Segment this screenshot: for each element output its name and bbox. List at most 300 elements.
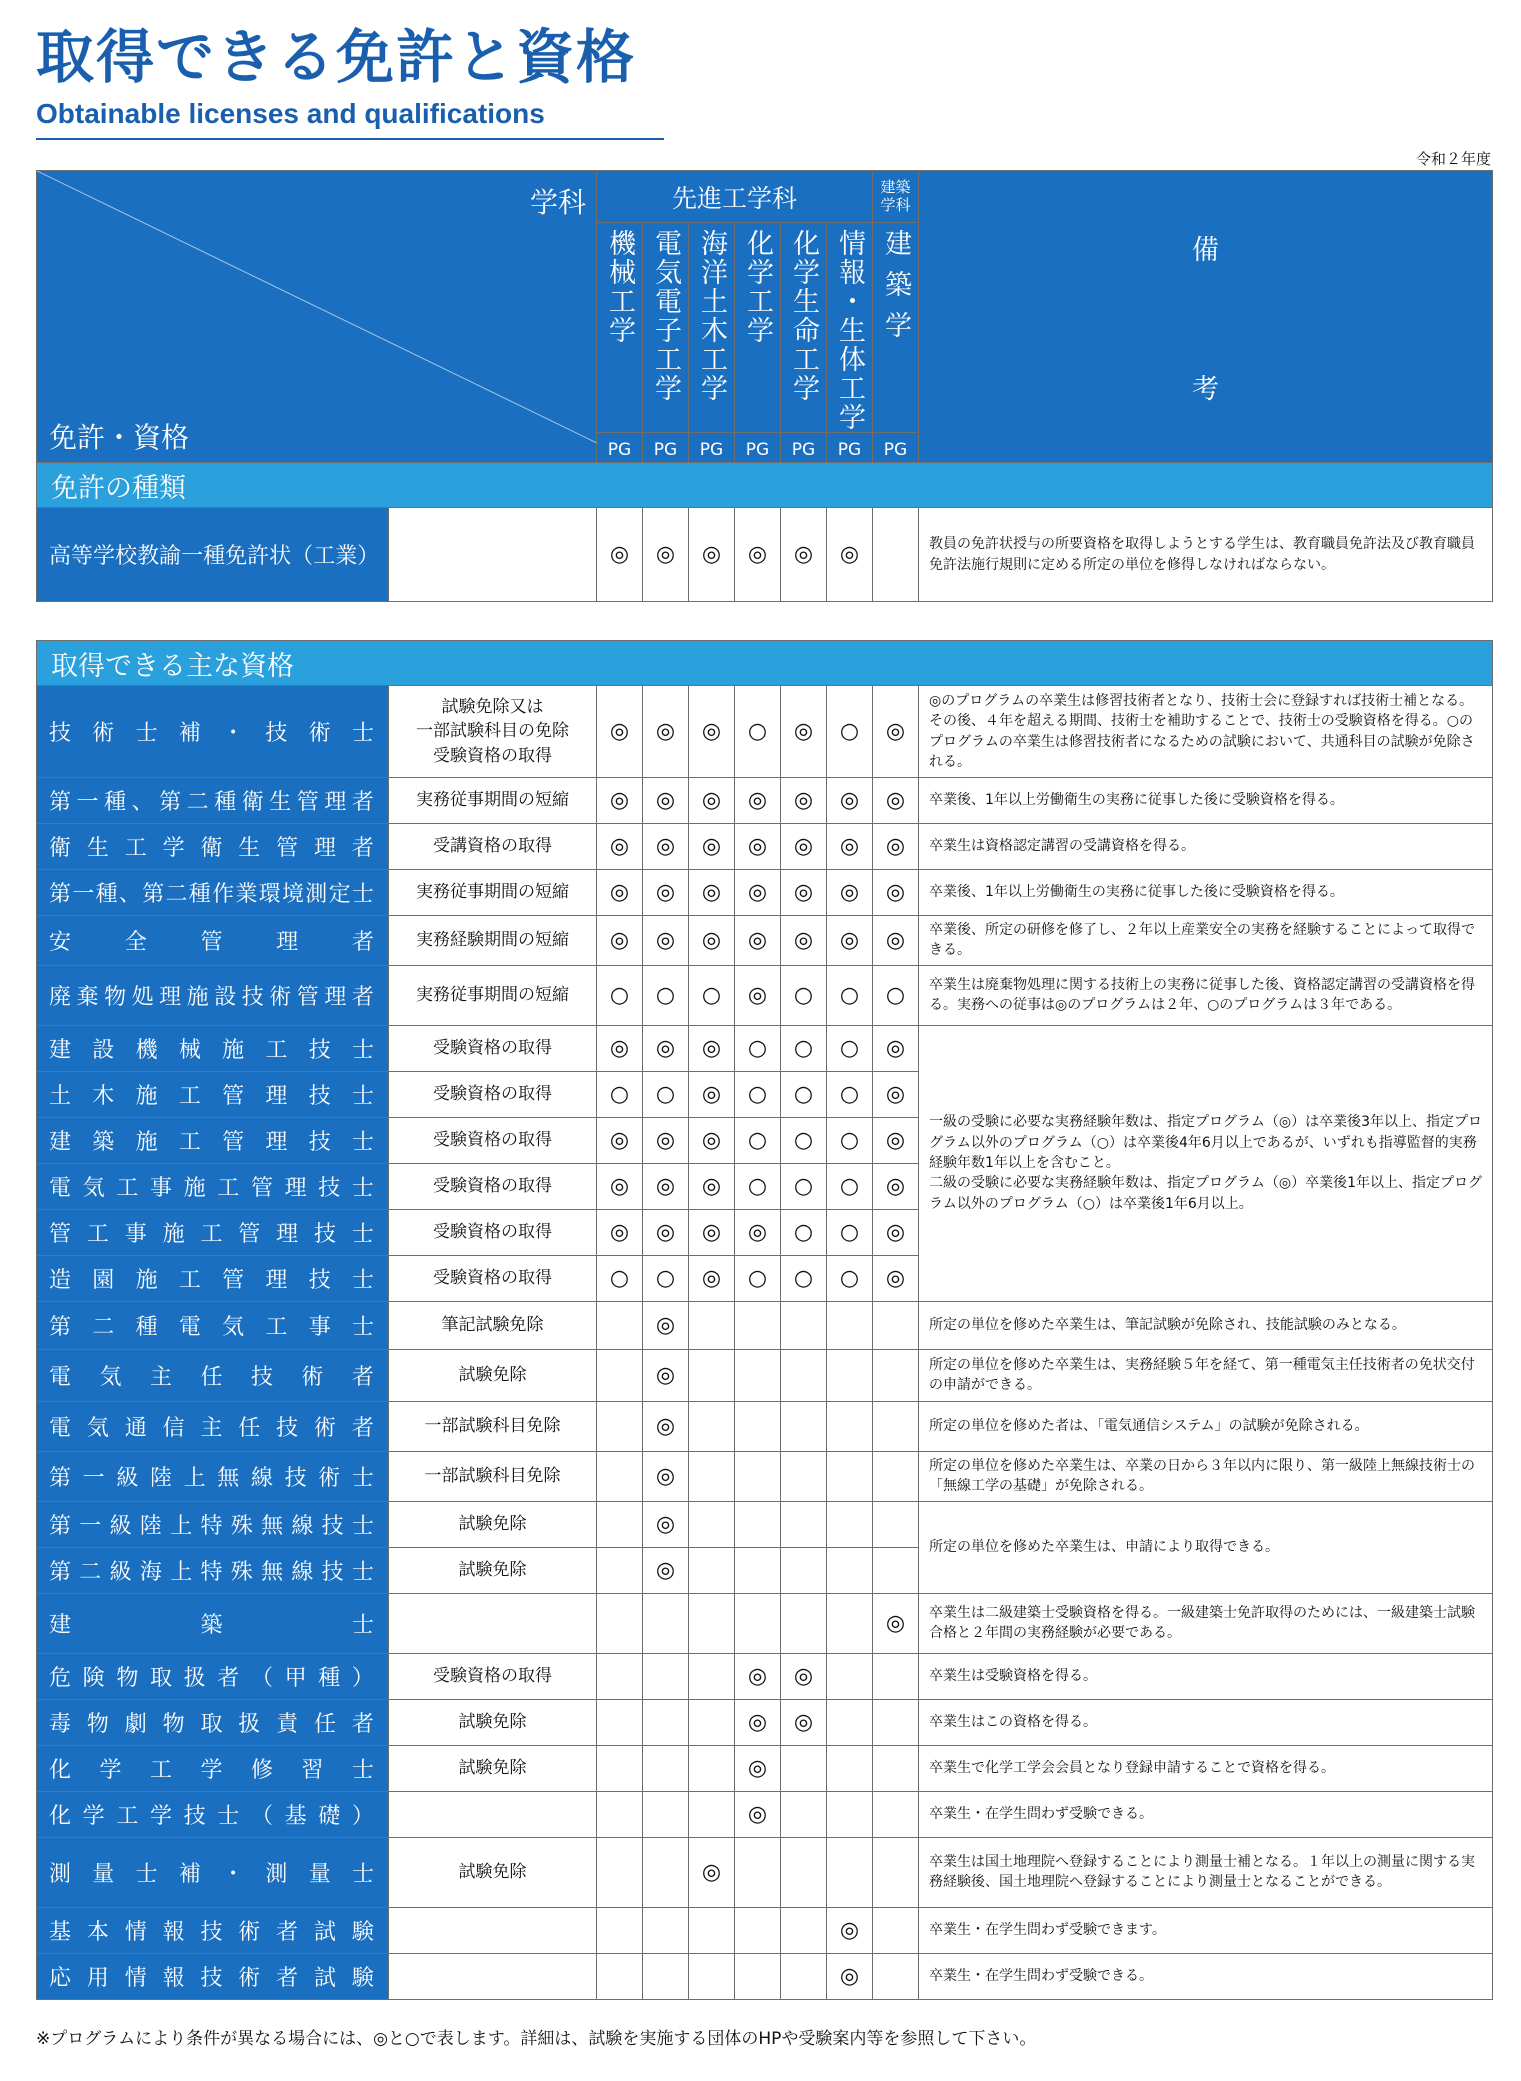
mark-cell bbox=[827, 1791, 873, 1837]
mark-cell bbox=[827, 1401, 873, 1451]
condition-cell: 受講資格の取得 bbox=[389, 824, 597, 870]
mark-cell bbox=[597, 1501, 643, 1547]
dept-header bbox=[643, 223, 689, 433]
mark-cell: ○ bbox=[735, 1117, 781, 1163]
mark-cell: ○ bbox=[873, 965, 919, 1025]
condition-cell: 受験資格の取得 bbox=[389, 1163, 597, 1209]
table-row bbox=[37, 1301, 1493, 1349]
mark-cell: ◎ bbox=[643, 1301, 689, 1349]
mark-cell: ○ bbox=[827, 1255, 873, 1301]
pg-label: PG bbox=[791, 439, 816, 460]
license-name bbox=[37, 1255, 389, 1301]
condition-cell: 試験免除 bbox=[389, 1837, 597, 1907]
condition-cell: 受験資格の取得 bbox=[389, 1653, 597, 1699]
mark-cell bbox=[597, 1791, 643, 1837]
table-row bbox=[37, 1653, 1493, 1699]
mark-cell bbox=[689, 1401, 735, 1451]
pg-label-cell bbox=[873, 433, 919, 463]
mark-cell bbox=[827, 1745, 873, 1791]
mark-cell: ○ bbox=[781, 1117, 827, 1163]
table-row bbox=[37, 1501, 1493, 1547]
mark-cell bbox=[781, 1349, 827, 1401]
mark-cell bbox=[827, 1349, 873, 1401]
mark-cell: ◎ bbox=[873, 1593, 919, 1653]
mark-cell: ◎ bbox=[643, 1451, 689, 1501]
mark-cell: ○ bbox=[827, 1071, 873, 1117]
license-name bbox=[37, 778, 389, 824]
mark-cell: ◎ bbox=[827, 870, 873, 916]
mark-cell bbox=[827, 1593, 873, 1653]
mark-cell: ◎ bbox=[689, 1117, 735, 1163]
pg-label-cell bbox=[597, 433, 643, 463]
mark-cell bbox=[873, 1349, 919, 1401]
remark-cell: 卒業生で化学工学会会員となり登録申請することで資格を得る。 bbox=[919, 1745, 1493, 1791]
mark-cell bbox=[643, 1907, 689, 1953]
remark-cell: 所定の単位を修めた卒業生は、実務経験５年を経て、第一種電気主任技術者の免状交付の申請ができる。 bbox=[919, 1349, 1493, 1401]
mark-cell bbox=[643, 1791, 689, 1837]
mark-cell bbox=[689, 1501, 735, 1547]
mark-cell: ○ bbox=[827, 1025, 873, 1071]
license-name-text: 化 学 工 学 技 士 （ 基 礎 ） bbox=[49, 1803, 374, 1829]
mark-cell: ◎ bbox=[597, 1025, 643, 1071]
mark-cell: ◎ bbox=[643, 1209, 689, 1255]
mark-cell: ◎ bbox=[643, 1025, 689, 1071]
pg-label-cell bbox=[689, 433, 735, 463]
remark-cell: 卒業生は資格認定講習の受講資格を得る。 bbox=[919, 824, 1493, 870]
pg-label: PG bbox=[653, 439, 678, 460]
mark-cell bbox=[827, 1837, 873, 1907]
mark-cell bbox=[873, 1547, 919, 1593]
mark-cell bbox=[735, 1953, 781, 1999]
remark-cell: 卒業後、1年以上労働衛生の実務に従事した後に受験資格を得る。 bbox=[919, 778, 1493, 824]
remark-cell: 卒業後、1年以上労働衛生の実務に従事した後に受験資格を得る。 bbox=[919, 870, 1493, 916]
mark-cell: ◎ bbox=[735, 1791, 781, 1837]
mark-cell bbox=[827, 1451, 873, 1501]
remark-cell: 所定の単位を修めた卒業生は、卒業の日から３年以内に限り、第一級陸上無線技術士の「無線工学の基礎」が免除される。 bbox=[919, 1451, 1493, 1501]
condition-cell: 筆記試験免除 bbox=[389, 1301, 597, 1349]
license-name-text: 第 二 級 海 上 特 殊 無 線 技 士 bbox=[49, 1559, 374, 1585]
table-row bbox=[37, 870, 1493, 916]
footnote: ※プログラムにより条件が異なる場合には、◎と○で表します。詳細は、試験を実施する団体のHPや受験案内等を参照して下さい。 bbox=[36, 2029, 1037, 2049]
mark-cell bbox=[781, 1547, 827, 1593]
mark-cell bbox=[781, 1451, 827, 1501]
mark-cell bbox=[781, 1907, 827, 1953]
header-menkyo: 免許・資格 bbox=[49, 421, 190, 454]
remark-cell: 卒業生・在学生問わず受験できる。 bbox=[919, 1791, 1493, 1837]
mark-cell bbox=[873, 1837, 919, 1907]
page-subtitle: Obtainable licenses and qualifications bbox=[36, 98, 545, 129]
mark-cell bbox=[597, 1699, 643, 1745]
mark-cell bbox=[873, 1451, 919, 1501]
mark-cell bbox=[597, 1547, 643, 1593]
mark-cell: ◎ bbox=[597, 1117, 643, 1163]
mark-cell bbox=[873, 1301, 919, 1349]
dept-header bbox=[873, 223, 919, 433]
mark-cell bbox=[643, 1745, 689, 1791]
table-row bbox=[37, 1451, 1493, 1501]
mark-cell: ◎ bbox=[689, 1163, 735, 1209]
license-name-text: 第 一 級 陸 上 無 線 技 術 士 bbox=[49, 1465, 374, 1491]
mark-cell: ◎ bbox=[643, 824, 689, 870]
remark-cell: 一級の受験に必要な実務経験年数は、指定プログラム（◎）は卒業後3年以上、指定プログラム以外のプログラム（○）は卒業後4年6月以上であるが、いずれも指導監督的実務経験年数1年以上を含むこと。 二級の受験に必要な実務経験年数は、指定プログラム（◎）卒業後1年以上、指定プログラム以外のプログラム（○）は卒業後1年6月以上。 bbox=[919, 1025, 1493, 1301]
mark-cell bbox=[643, 1699, 689, 1745]
mark-cell bbox=[781, 1401, 827, 1451]
remark-cell: 卒業生はこの資格を得る。 bbox=[919, 1699, 1493, 1745]
mark-cell: ◎ bbox=[643, 1117, 689, 1163]
license-name bbox=[37, 1071, 389, 1117]
fiscal-year: 令和２年度 bbox=[1415, 150, 1491, 168]
table-row bbox=[37, 1907, 1493, 1953]
page-title: 取得できる免許と資格 bbox=[36, 23, 637, 91]
mark-cell: ○ bbox=[781, 1255, 827, 1301]
condition-cell: 受験資格の取得 bbox=[389, 1025, 597, 1071]
mark-cell: ○ bbox=[735, 1071, 781, 1117]
pg-label-cell bbox=[781, 433, 827, 463]
remark-cell: 卒業生は廃棄物処理に関する技術上の実務に従事した後、資格認定講習の受講資格を得る。実務への従事は◎のプログラムは２年、○のプログラムは３年である。 bbox=[919, 965, 1493, 1025]
mark-cell: ◎ bbox=[735, 1653, 781, 1699]
mark-cell: ◎ bbox=[735, 870, 781, 916]
dept-header bbox=[597, 223, 643, 433]
mark-cell: ◎ bbox=[689, 870, 735, 916]
mark-cell bbox=[827, 1699, 873, 1745]
condition-cell: 一部試験科目免除 bbox=[389, 1451, 597, 1501]
mark-cell bbox=[735, 1301, 781, 1349]
mark-cell: ○ bbox=[827, 965, 873, 1025]
mark-cell bbox=[597, 1745, 643, 1791]
remark-cell: 卒業生は国土地理院へ登録することにより測量士補となる。１年以上の測量に関する実務経験後、国土地理院へ登録することにより測量士となることができる。 bbox=[919, 1837, 1493, 1907]
remark-cell: 教員の免許状授与の所要資格を取得しようとする学生は、教育職員免許法及び教育職員免許法施行規則に定める所定の単位を修得しなければならない。 bbox=[919, 508, 1493, 602]
mark-cell: ◎ bbox=[735, 1699, 781, 1745]
license-name bbox=[37, 870, 389, 916]
condition-cell: 一部試験科目免除 bbox=[389, 1401, 597, 1451]
mark-cell: ◎ bbox=[781, 1699, 827, 1745]
mark-cell: ◎ bbox=[873, 1025, 919, 1071]
mark-cell bbox=[689, 1593, 735, 1653]
mark-cell: ○ bbox=[827, 1163, 873, 1209]
mark-cell: ◎ bbox=[689, 1025, 735, 1071]
mark-cell: ◎ bbox=[827, 824, 873, 870]
mark-cell: ◎ bbox=[827, 916, 873, 966]
condition-cell: 試験免除 bbox=[389, 1501, 597, 1547]
mark-cell: ◎ bbox=[643, 686, 689, 778]
license-name bbox=[37, 1593, 389, 1653]
license-name-text: 管 工 事 施 工 管 理 技 士 bbox=[49, 1221, 374, 1247]
mark-cell: ◎ bbox=[735, 778, 781, 824]
mark-cell bbox=[689, 1699, 735, 1745]
mark-cell bbox=[781, 1501, 827, 1547]
mark-cell: ○ bbox=[597, 1071, 643, 1117]
mark-cell: ◎ bbox=[735, 1745, 781, 1791]
mark-cell bbox=[689, 1791, 735, 1837]
license-name-text: 化 学 工 学 修 習 士 bbox=[49, 1757, 374, 1783]
pg-label: PG bbox=[699, 439, 724, 460]
condition-cell bbox=[389, 1953, 597, 1999]
license-name-text: 第 二 種 電 気 工 事 士 bbox=[49, 1314, 374, 1340]
license-name-text: 毒 物 劇 物 取 扱 責 任 者 bbox=[49, 1711, 374, 1737]
mark-cell: ◎ bbox=[873, 1117, 919, 1163]
mark-cell bbox=[597, 1401, 643, 1451]
license-name bbox=[37, 1117, 389, 1163]
mark-cell bbox=[643, 1837, 689, 1907]
mark-cell: ○ bbox=[735, 1025, 781, 1071]
table-row bbox=[37, 824, 1493, 870]
license-name-text: 造 園 施 工 管 理 技 士 bbox=[49, 1267, 374, 1293]
mark-cell: ◎ bbox=[643, 508, 689, 602]
mark-cell: ◎ bbox=[689, 1071, 735, 1117]
mark-cell: ◎ bbox=[873, 778, 919, 824]
mark-cell: ◎ bbox=[597, 870, 643, 916]
table-row bbox=[37, 965, 1493, 1025]
table-row bbox=[37, 1791, 1493, 1837]
mark-cell: ◎ bbox=[827, 778, 873, 824]
license-name-text: 第 一 級 陸 上 特 殊 無 線 技 士 bbox=[49, 1513, 374, 1539]
mark-cell bbox=[873, 1791, 919, 1837]
license-name-text: 廃 棄 物 処 理 施 設 技 術 管 理 者 bbox=[49, 984, 374, 1010]
mark-cell: ◎ bbox=[873, 1255, 919, 1301]
condition-cell: 受験資格の取得 bbox=[389, 1117, 597, 1163]
dept-name: 化学生命工学 bbox=[788, 229, 819, 403]
table-row bbox=[37, 1401, 1493, 1451]
condition-cell: 受験資格の取得 bbox=[389, 1071, 597, 1117]
license-name bbox=[37, 1699, 389, 1745]
mark-cell bbox=[735, 1593, 781, 1653]
remark-cell: 所定の単位を修めた者は、「電気通信システム」の試験が免除される。 bbox=[919, 1401, 1493, 1451]
mark-cell: ◎ bbox=[827, 1953, 873, 1999]
license-name bbox=[37, 1301, 389, 1349]
table-row bbox=[37, 778, 1493, 824]
license-name-text: 電 気 工 事 施 工 管 理 技 士 bbox=[49, 1175, 374, 1201]
mark-cell: ○ bbox=[781, 1025, 827, 1071]
condition-cell: 受験資格の取得 bbox=[389, 1255, 597, 1301]
mark-cell: ◎ bbox=[689, 778, 735, 824]
license-name bbox=[37, 1653, 389, 1699]
mark-cell bbox=[689, 1349, 735, 1401]
mark-cell bbox=[781, 1745, 827, 1791]
pg-label: PG bbox=[607, 439, 632, 460]
license-name-text: 建 築 施 工 管 理 技 士 bbox=[49, 1129, 374, 1155]
mark-cell: ○ bbox=[735, 686, 781, 778]
dept-header bbox=[735, 223, 781, 433]
license-name-text: 土 木 施 工 管 理 技 士 bbox=[49, 1083, 374, 1109]
license-name bbox=[37, 1025, 389, 1071]
mark-cell: ◎ bbox=[643, 916, 689, 966]
mark-cell: ◎ bbox=[643, 1547, 689, 1593]
license-name bbox=[37, 1163, 389, 1209]
table-row bbox=[37, 916, 1493, 966]
pg-label: PG bbox=[745, 439, 770, 460]
mark-cell: ◎ bbox=[781, 508, 827, 602]
mark-cell bbox=[643, 1593, 689, 1653]
table-row bbox=[37, 1837, 1493, 1907]
license-name-text: 危 険 物 取 扱 者 （ 甲 種 ） bbox=[49, 1665, 374, 1691]
mark-cell bbox=[781, 1301, 827, 1349]
mark-cell bbox=[781, 1593, 827, 1653]
mark-cell: ◎ bbox=[689, 1255, 735, 1301]
mark-cell bbox=[735, 1451, 781, 1501]
mark-cell: ◎ bbox=[735, 916, 781, 966]
section-licenses: 免許の種類 bbox=[37, 463, 1493, 508]
license-name bbox=[37, 1907, 389, 1953]
mark-cell: ◎ bbox=[689, 1837, 735, 1907]
license-name-text: 第 一 種 、 第 二 種 衛 生 管 理 者 bbox=[49, 790, 374, 815]
mark-cell bbox=[873, 1745, 919, 1791]
mark-cell: ◎ bbox=[597, 1209, 643, 1255]
mark-cell bbox=[643, 1653, 689, 1699]
title-underline bbox=[36, 138, 664, 140]
mark-cell: ◎ bbox=[597, 508, 643, 602]
table-row bbox=[37, 1025, 1493, 1071]
mark-cell bbox=[597, 1301, 643, 1349]
condition-cell: 実務従事期間の短縮 bbox=[389, 870, 597, 916]
mark-cell bbox=[873, 1907, 919, 1953]
license-name bbox=[37, 1745, 389, 1791]
condition-cell: 実務経験期間の短縮 bbox=[389, 916, 597, 966]
mark-cell bbox=[597, 1953, 643, 1999]
remark-cell: 所定の単位を修めた卒業生は、筆記試験が免除され、技能試験のみとなる。 bbox=[919, 1301, 1493, 1349]
mark-cell: ◎ bbox=[781, 870, 827, 916]
license-name bbox=[37, 916, 389, 966]
remark-cell: 卒業後、所定の研修を修了し、２年以上産業安全の実務を経験することによって取得できる。 bbox=[919, 916, 1493, 966]
license-name bbox=[37, 1837, 389, 1907]
mark-cell bbox=[781, 1791, 827, 1837]
mark-cell bbox=[735, 1349, 781, 1401]
mark-cell bbox=[643, 1953, 689, 1999]
table-row bbox=[37, 686, 1493, 778]
dept-header bbox=[781, 223, 827, 433]
mark-cell: ◎ bbox=[643, 870, 689, 916]
license-name-text: 衛 生 工 学 衛 生 管 理 者 bbox=[49, 836, 374, 861]
remark-cell: 所定の単位を修めた卒業生は、申請により取得できる。 bbox=[919, 1501, 1493, 1593]
mark-cell: ○ bbox=[735, 1163, 781, 1209]
condition-cell: 試験免除 bbox=[389, 1699, 597, 1745]
mark-cell: ◎ bbox=[643, 778, 689, 824]
dept-header bbox=[827, 223, 873, 433]
mark-cell: ◎ bbox=[689, 1209, 735, 1255]
mark-cell bbox=[735, 1547, 781, 1593]
mark-cell bbox=[689, 1745, 735, 1791]
mark-cell: ○ bbox=[781, 1209, 827, 1255]
condition-cell bbox=[389, 1907, 597, 1953]
license-name bbox=[37, 1953, 389, 1999]
mark-cell: ◎ bbox=[735, 824, 781, 870]
condition-cell: 実務従事期間の短縮 bbox=[389, 965, 597, 1025]
mark-cell: ◎ bbox=[781, 916, 827, 966]
mark-cell bbox=[735, 1837, 781, 1907]
mark-cell bbox=[735, 1907, 781, 1953]
dept-name: 機械工学 bbox=[604, 229, 635, 345]
condition-cell bbox=[389, 508, 597, 602]
dept-name: 海洋土木工学 bbox=[696, 229, 727, 403]
mark-cell: ◎ bbox=[873, 1071, 919, 1117]
license-name-text: 安 全 管 理 者 bbox=[49, 929, 374, 955]
table-row bbox=[37, 1349, 1493, 1401]
license-name-text: 建 築 士 bbox=[49, 1612, 374, 1638]
dept-name: 化学工学 bbox=[742, 229, 773, 345]
condition-cell: 試験免除 bbox=[389, 1745, 597, 1791]
section-qualifications: 取得できる主な資格 bbox=[37, 641, 1493, 686]
mark-cell bbox=[689, 1953, 735, 1999]
mark-cell: ○ bbox=[827, 1209, 873, 1255]
header-remarks-2: 考 bbox=[1192, 373, 1220, 405]
dept-name: 建築学 bbox=[880, 229, 912, 352]
mark-cell: ○ bbox=[643, 1255, 689, 1301]
license-name bbox=[37, 1401, 389, 1451]
mark-cell bbox=[597, 1349, 643, 1401]
license-name-text: 電 気 主 任 技 術 者 bbox=[49, 1364, 374, 1390]
license-name-text: 測 量 士 補 ・ 測 量 士 bbox=[49, 1861, 374, 1887]
mark-cell bbox=[689, 1301, 735, 1349]
table-row bbox=[37, 1593, 1493, 1653]
pg-label: PG bbox=[883, 439, 908, 460]
license-name-text: 技 術 士 補 ・ 技 術 士 bbox=[49, 721, 374, 746]
condition-cell: 受験資格の取得 bbox=[389, 1209, 597, 1255]
mark-cell: ○ bbox=[597, 1255, 643, 1301]
pg-label-cell bbox=[643, 433, 689, 463]
mark-cell: ◎ bbox=[827, 508, 873, 602]
mark-cell: ◎ bbox=[781, 1653, 827, 1699]
mark-cell bbox=[873, 1953, 919, 1999]
license-name bbox=[37, 1209, 389, 1255]
mark-cell: ◎ bbox=[643, 1501, 689, 1547]
mark-cell bbox=[597, 1907, 643, 1953]
table-row bbox=[37, 508, 1493, 602]
mark-cell bbox=[873, 1401, 919, 1451]
mark-cell: ◎ bbox=[781, 824, 827, 870]
license-table bbox=[36, 170, 1493, 2000]
mark-cell bbox=[735, 1401, 781, 1451]
license-name bbox=[37, 1451, 389, 1501]
mark-cell bbox=[735, 1501, 781, 1547]
mark-cell: ◎ bbox=[689, 824, 735, 870]
mark-cell: ◎ bbox=[873, 1209, 919, 1255]
dept-name: 電気電子工学 bbox=[650, 229, 681, 403]
license-name bbox=[37, 686, 389, 778]
header-remarks-1: 備 bbox=[1192, 234, 1220, 266]
mark-cell: ○ bbox=[781, 1071, 827, 1117]
mark-cell: ○ bbox=[827, 686, 873, 778]
condition-cell: 試験免除 bbox=[389, 1547, 597, 1593]
license-name-text: 応 用 情 報 技 術 者 試 験 bbox=[49, 1965, 374, 1991]
dept-header bbox=[689, 223, 735, 433]
pg-label: PG bbox=[837, 439, 862, 460]
license-name-text: 電 気 通 信 主 任 技 術 者 bbox=[49, 1415, 374, 1441]
license-name bbox=[37, 1791, 389, 1837]
mark-cell bbox=[597, 1837, 643, 1907]
mark-cell bbox=[689, 1907, 735, 1953]
mark-cell: ◎ bbox=[873, 870, 919, 916]
mark-cell: ◎ bbox=[643, 1401, 689, 1451]
table-row bbox=[37, 1953, 1493, 1999]
mark-cell: ◎ bbox=[781, 686, 827, 778]
mark-cell: ○ bbox=[689, 965, 735, 1025]
license-name-text: 第 一 種 、 第 二 種 作 業 環 境 測 定 士 bbox=[49, 882, 374, 907]
mark-cell bbox=[827, 1301, 873, 1349]
header-gakka: 学科 bbox=[529, 186, 586, 219]
table-row bbox=[37, 1699, 1493, 1745]
license-name bbox=[37, 508, 389, 602]
remark-cell: 卒業生は二級建築士受験資格を得る。一級建築士免許取得のためには、一級建築士試験合格と２年間の実務経験が必要である。 bbox=[919, 1593, 1493, 1653]
mark-cell: ◎ bbox=[873, 824, 919, 870]
mark-cell bbox=[827, 1653, 873, 1699]
mark-cell: ◎ bbox=[873, 686, 919, 778]
mark-cell: ○ bbox=[597, 965, 643, 1025]
diagonal-line bbox=[37, 171, 597, 443]
mark-cell bbox=[689, 1451, 735, 1501]
header-group-sensin: 先進工学科 bbox=[597, 171, 873, 223]
table-row bbox=[37, 1745, 1493, 1791]
license-name-text: 建 設 機 械 施 工 技 士 bbox=[49, 1037, 374, 1063]
mark-cell: ◎ bbox=[689, 508, 735, 602]
